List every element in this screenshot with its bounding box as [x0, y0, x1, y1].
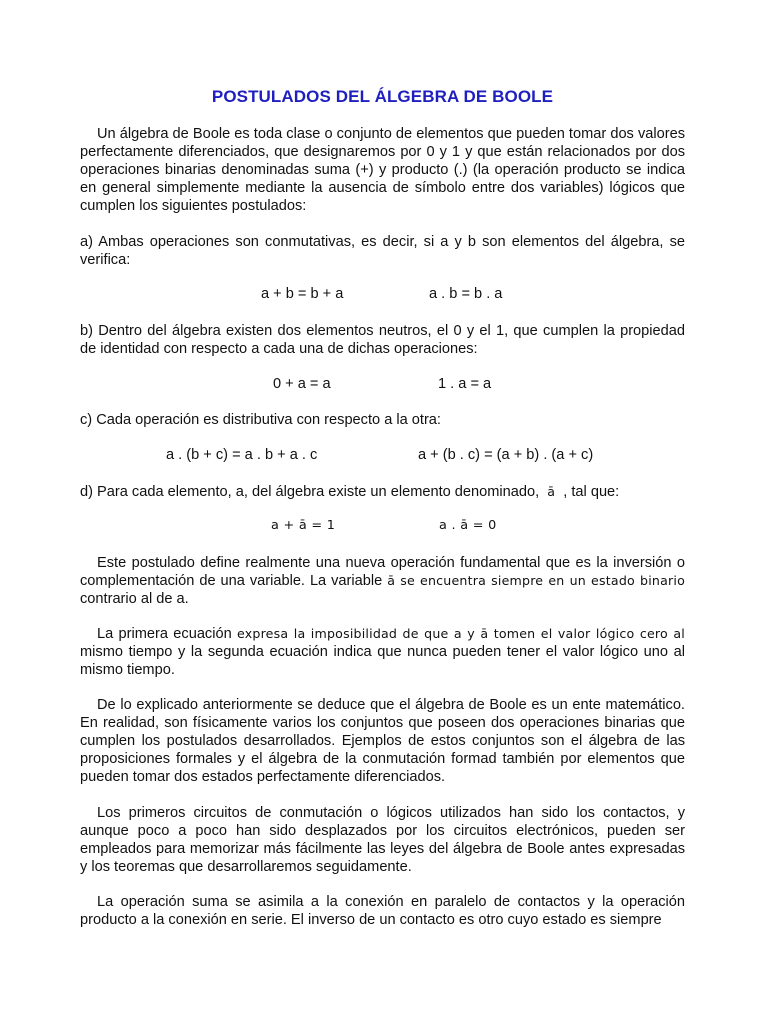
postulate-c-formula-left: a . (b + c) = a . b + a . c — [166, 447, 318, 463]
postulate-d-formula-left: a + ā = 1 — [271, 518, 336, 533]
inversion-paragraph — [80, 554, 685, 608]
postulate-b-formula-right: 1 . a = a — [438, 376, 492, 392]
postulate-b-formula-left: 0 + a = a — [273, 376, 331, 392]
document-title: POSTULADOS DEL ÁLGEBRA DE BOOLE — [211, 87, 554, 106]
postulate-d-text-after: , tal que: — [563, 484, 620, 500]
inversion-text-part3: contrario al de a. — [80, 591, 189, 607]
intro-paragraph: Un álgebra de Boole es toda clase o conjunto de elementos que pueden tomar dos valores perfectamente diferenciados, que designaremos por 0 y 1 y que están relacionados por dos operaciones binarias denominadas suma (+) y producto (.) (la operación producto se indica en general simplemente mediante la ausencia de símbolo entre dos variables) lógicos que cumplen los siguientes postulados: — [80, 126, 685, 214]
a-bar-symbol: ā — [547, 484, 556, 499]
explained-paragraph: De lo explicado anteriormente se deduce que el álgebra de Boole es un ente matemático. En realidad, son físicamente varios los conjuntos que poseen dos operaciones binarias que cumplen los postulados desarrollados. Ejemplos de estos conjuntos son el álgebra de las proposiciones formales y el álgebra de la conmutación formad también por elementos que pueden tomar dos estados perfectamente diferenciados. — [80, 697, 685, 785]
circuits-paragraph: Los primeros circuitos de conmutación o lógicos utilizados han sido los contactos, y aunque poco a poco han sido desplazados por los circuitos electrónicos, pueden ser empleados para memorizar más fácilmente las leyes del álgebra de Boole antes expresadas y los teoremas que desarrollaremos seguidamente. — [80, 805, 685, 875]
postulate-c-formula-right: a + (b . c) = (a + b) . (a + c) — [418, 447, 594, 463]
postulate-a-formula-right: a . b = b . a — [429, 286, 503, 302]
postulate-a-formula-left: a + b = b + a — [261, 286, 344, 302]
first-equation-text-part2: expresa la imposibilidad de que a y ā tomen el valor lógico cero al — [237, 626, 685, 641]
postulate-b-text: b) Dentro del álgebra existen dos elementos neutros, el 0 y el 1, que cumplen la propiedad de identidad con respecto a cada una de dichas operaciones: — [80, 323, 685, 357]
first-equation-paragraph — [80, 625, 685, 679]
inversion-text-part1: Este postulado define realmente una nueva operación fundamental que es la inversión o complementación de una variable. La variable — [80, 555, 685, 589]
sum-paragraph: La operación suma se asimila a la conexión en paralelo de contactos y la operación producto a la conexión en serie. El inverso de un contacto es otro cuyo estado es siempre — [80, 894, 685, 928]
inversion-text-part2: ā se encuentra siempre en un estado binario — [387, 573, 686, 588]
postulate-d-text — [80, 483, 685, 501]
postulate-a-text: a) Ambas operaciones son conmutativas, es decir, si a y b son elementos del álgebra, se verifica: — [80, 234, 685, 268]
postulate-d-formula-right: a . ā = 0 — [439, 518, 497, 533]
postulate-d-text-before: d) Para cada elemento, a, del álgebra existe un elemento denominado, — [80, 484, 540, 500]
first-equation-text-part1: La primera ecuación — [97, 626, 232, 642]
postulate-c-text: c) Cada operación es distributiva con respecto a la otra: — [80, 412, 441, 428]
first-equation-text-part3: mismo tiempo y la segunda ecuación indica que nunca pueden tener el valor lógico uno al mismo tiempo. — [80, 644, 685, 678]
